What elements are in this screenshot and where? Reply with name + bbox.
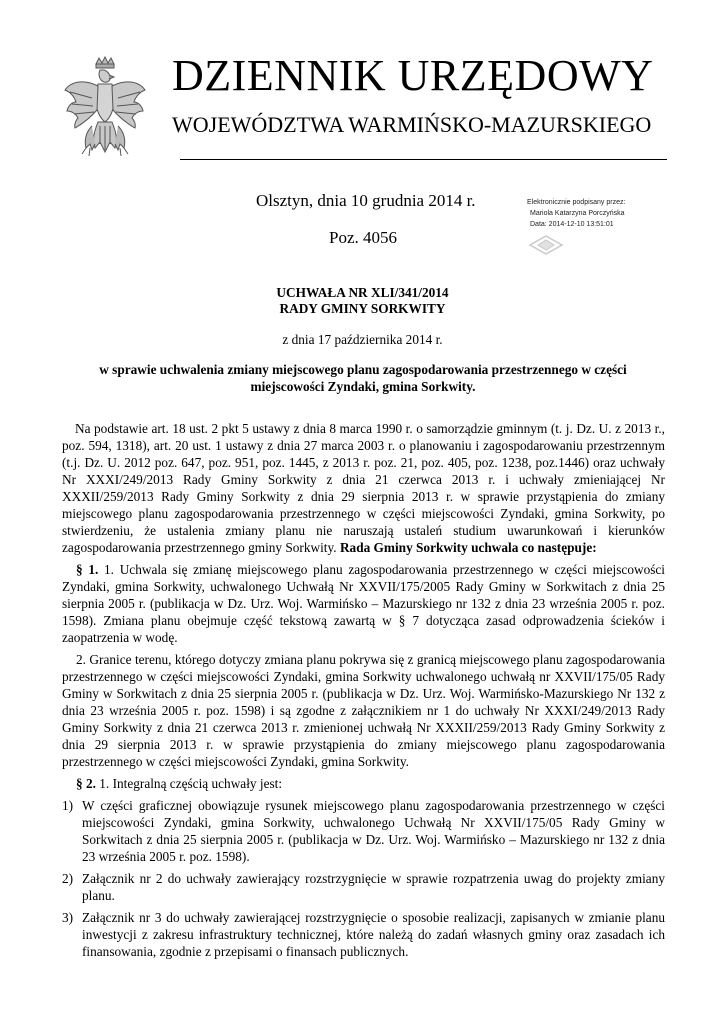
masthead-divider bbox=[180, 159, 667, 160]
electronic-signature-block bbox=[527, 197, 657, 230]
esign-name: Mariola Katarzyna Porczyńska bbox=[530, 210, 625, 217]
resolution-date: z dnia 17 października 2014 r. bbox=[282, 332, 443, 347]
signature-seal-icon bbox=[528, 235, 564, 255]
section-1-paragraph-1 bbox=[62, 561, 665, 646]
position-number: Poz. 4056 bbox=[329, 228, 397, 247]
journal-subtitle: WOJEWÓDZTWA WARMIŃSKO-MAZURSKIEGO bbox=[172, 112, 652, 137]
document-body bbox=[62, 420, 665, 965]
journal-title: DZIENNIK URZĘDOWY bbox=[172, 51, 654, 100]
section-1-paragraph-2 bbox=[62, 651, 665, 770]
preamble-text: Na podstawie art. 18 ust. 2 pkt 5 ustawy z dnia 8 marca 1990 r. o samorządzie gminnym (t. j. Dz. U. z 2013 r., poz. 594, 1318), art. 20 ust. 1 ustawy z dnia 27 marca 2003 r. o planowaniu i zagospodarowaniu przestrzennym (t.j. Dz. U. 2012 poz. 647, poz. 951, poz. 1445, z 2013 r. poz. 21, poz. 405, poz. 1238, poz.1446) oraz uchwały Nr XXXI/249/2013 Rady Gminy Sorkwity z dnia 21 czerwca 2013 r. i uchwały zmieniającej Nr XXXII/259/2013 Rady Gminy Sorkwity z dnia 29 sierpnia 2013 r. w sprawie przystąpienia do zmiany miejscowego planu zagospodarowania przestrzennego w części miejscowości Zyndaki, gmina Sorkwity, po stwierdzeniu, że ustalenia zmiany planu nie naruszają ustaleń studium uwarunkowań i kierunków zagospodarowania przestrzennego gminy Sorkwity. bbox=[62, 421, 665, 555]
section-1-text-1: 1. Uchwala się zmianę miejscowego planu zagospodarowania przestrzennego w części miejscowości Zyndaki, gmina Sorkwity, uchwalonego Uchwałą Nr XXVII/175/2005 Rady Gminy w Sorkwitach z dnia 25 sierpnia 2005 r. (publikacja w Dz. Urz. Woj. Warmińsko – Mazurskiego nr 132 z dnia 23 września 2005 r. poz. 1598). Zmiana planu obejmuje część tekstową zawartą w § 7 dotycząca zasad odprowadzenia ścieków i zaopatrzenia w wodę. bbox=[62, 562, 665, 645]
esign-label: Elektronicznie podpisany przez: bbox=[527, 199, 626, 206]
list-item bbox=[62, 909, 665, 960]
list-item-text: Załącznik nr 2 do uchwały zawierający rozstrzygnięcie w sprawie rozpatrzenia uwag do projekty zmiany planu. bbox=[82, 871, 665, 903]
section-2-list bbox=[62, 797, 665, 960]
coat-of-arms-eagle-icon bbox=[62, 56, 148, 166]
resolution-subject: w sprawie uchwalenia zmiany miejscowego planu zagospodarowania przestrzennego w części miejscowości Zyndaki, gmina Sorkwity. bbox=[99, 362, 627, 394]
list-item-number: 2) bbox=[62, 871, 74, 886]
esign-date: Data: 2014-12-10 13:51:01 bbox=[530, 221, 614, 228]
section-1-text-2: 2. Granice terenu, którego dotyczy zmiana planu pokrywa się z granicą miejscowego planu zagospodarowania przestrzennego w części miejscowości Zyndaki, gmina Sorkwity uchwalonego uchwałą nr XXVII/175/05 Rady Gminy w Sorkwitach z dnia 25 sierpnia 2005 r. (publikacja w Dz. Urz. Woj. Warmińsko-Mazurskiego Nr 132 z dnia 23 września 2005 r. poz. 1598) i są zgodne z załącznikiem nr 1 do uchwały Nr XXXI/249/2013 Rady Gminy Sorkwity z dnia 21 czerwca 2013 r. zmienionej uchwałą Nr XXXII/259/2013 Rady Gminy Sorkwity z dnia 29 sierpnia 2013 r. w sprawie przystąpienia do zmiany miejscowego planu zagospodarowania przestrzennego w części miejscowości Zyndaki, gmina Sorkwity. bbox=[62, 652, 665, 769]
list-item bbox=[62, 797, 665, 865]
section-1-mark: § 1. bbox=[76, 562, 99, 577]
list-item-number: 3) bbox=[62, 910, 74, 925]
section-2-intro-text: 1. Integralną częścią uchwały jest: bbox=[99, 776, 283, 791]
resolution-number: UCHWAŁA NR XLI/341/2014 bbox=[276, 285, 449, 300]
section-2-mark: § 2. bbox=[76, 776, 96, 791]
list-item-text: W części graficznej obowiązuje rysunek miejscowego planu zagospodarowania przestrzennego w części miejscowości Zyndaki, gmina Sorkwity, uchwalonego Uchwałą Nr XXVII/175/05 Rady Gminy w Sorkwitach z dnia 25 sierpnia 2005 r. (publikacja w Dz. Urz. Woj. Warmińsko – Mazurskiego nr 132 z dnia 23 września 2005 r. poz. 1598). bbox=[82, 798, 665, 864]
list-item-number: 1) bbox=[62, 798, 74, 813]
place-and-date: Olsztyn, dnia 10 grudnia 2014 r. bbox=[256, 191, 476, 210]
resolution-council: RADY GMINY SORKWITY bbox=[279, 301, 446, 316]
list-item bbox=[62, 870, 665, 904]
section-2-intro bbox=[62, 775, 665, 792]
preamble-paragraph bbox=[62, 420, 665, 556]
list-item-text: Załącznik nr 3 do uchwały zawierającej rozstrzygnięcie o sposobie realizacji, zapisanych w zmianie planu inwestycji z zakresu infrastruktury technicznej, które należą do zadań własnych gminy oraz zasadach ich finansowania, zgodnie z przepisami o finansach publicznych. bbox=[82, 910, 665, 959]
preamble-closing: Rada Gminy Sorkwity uchwala co następuje: bbox=[339, 540, 597, 555]
